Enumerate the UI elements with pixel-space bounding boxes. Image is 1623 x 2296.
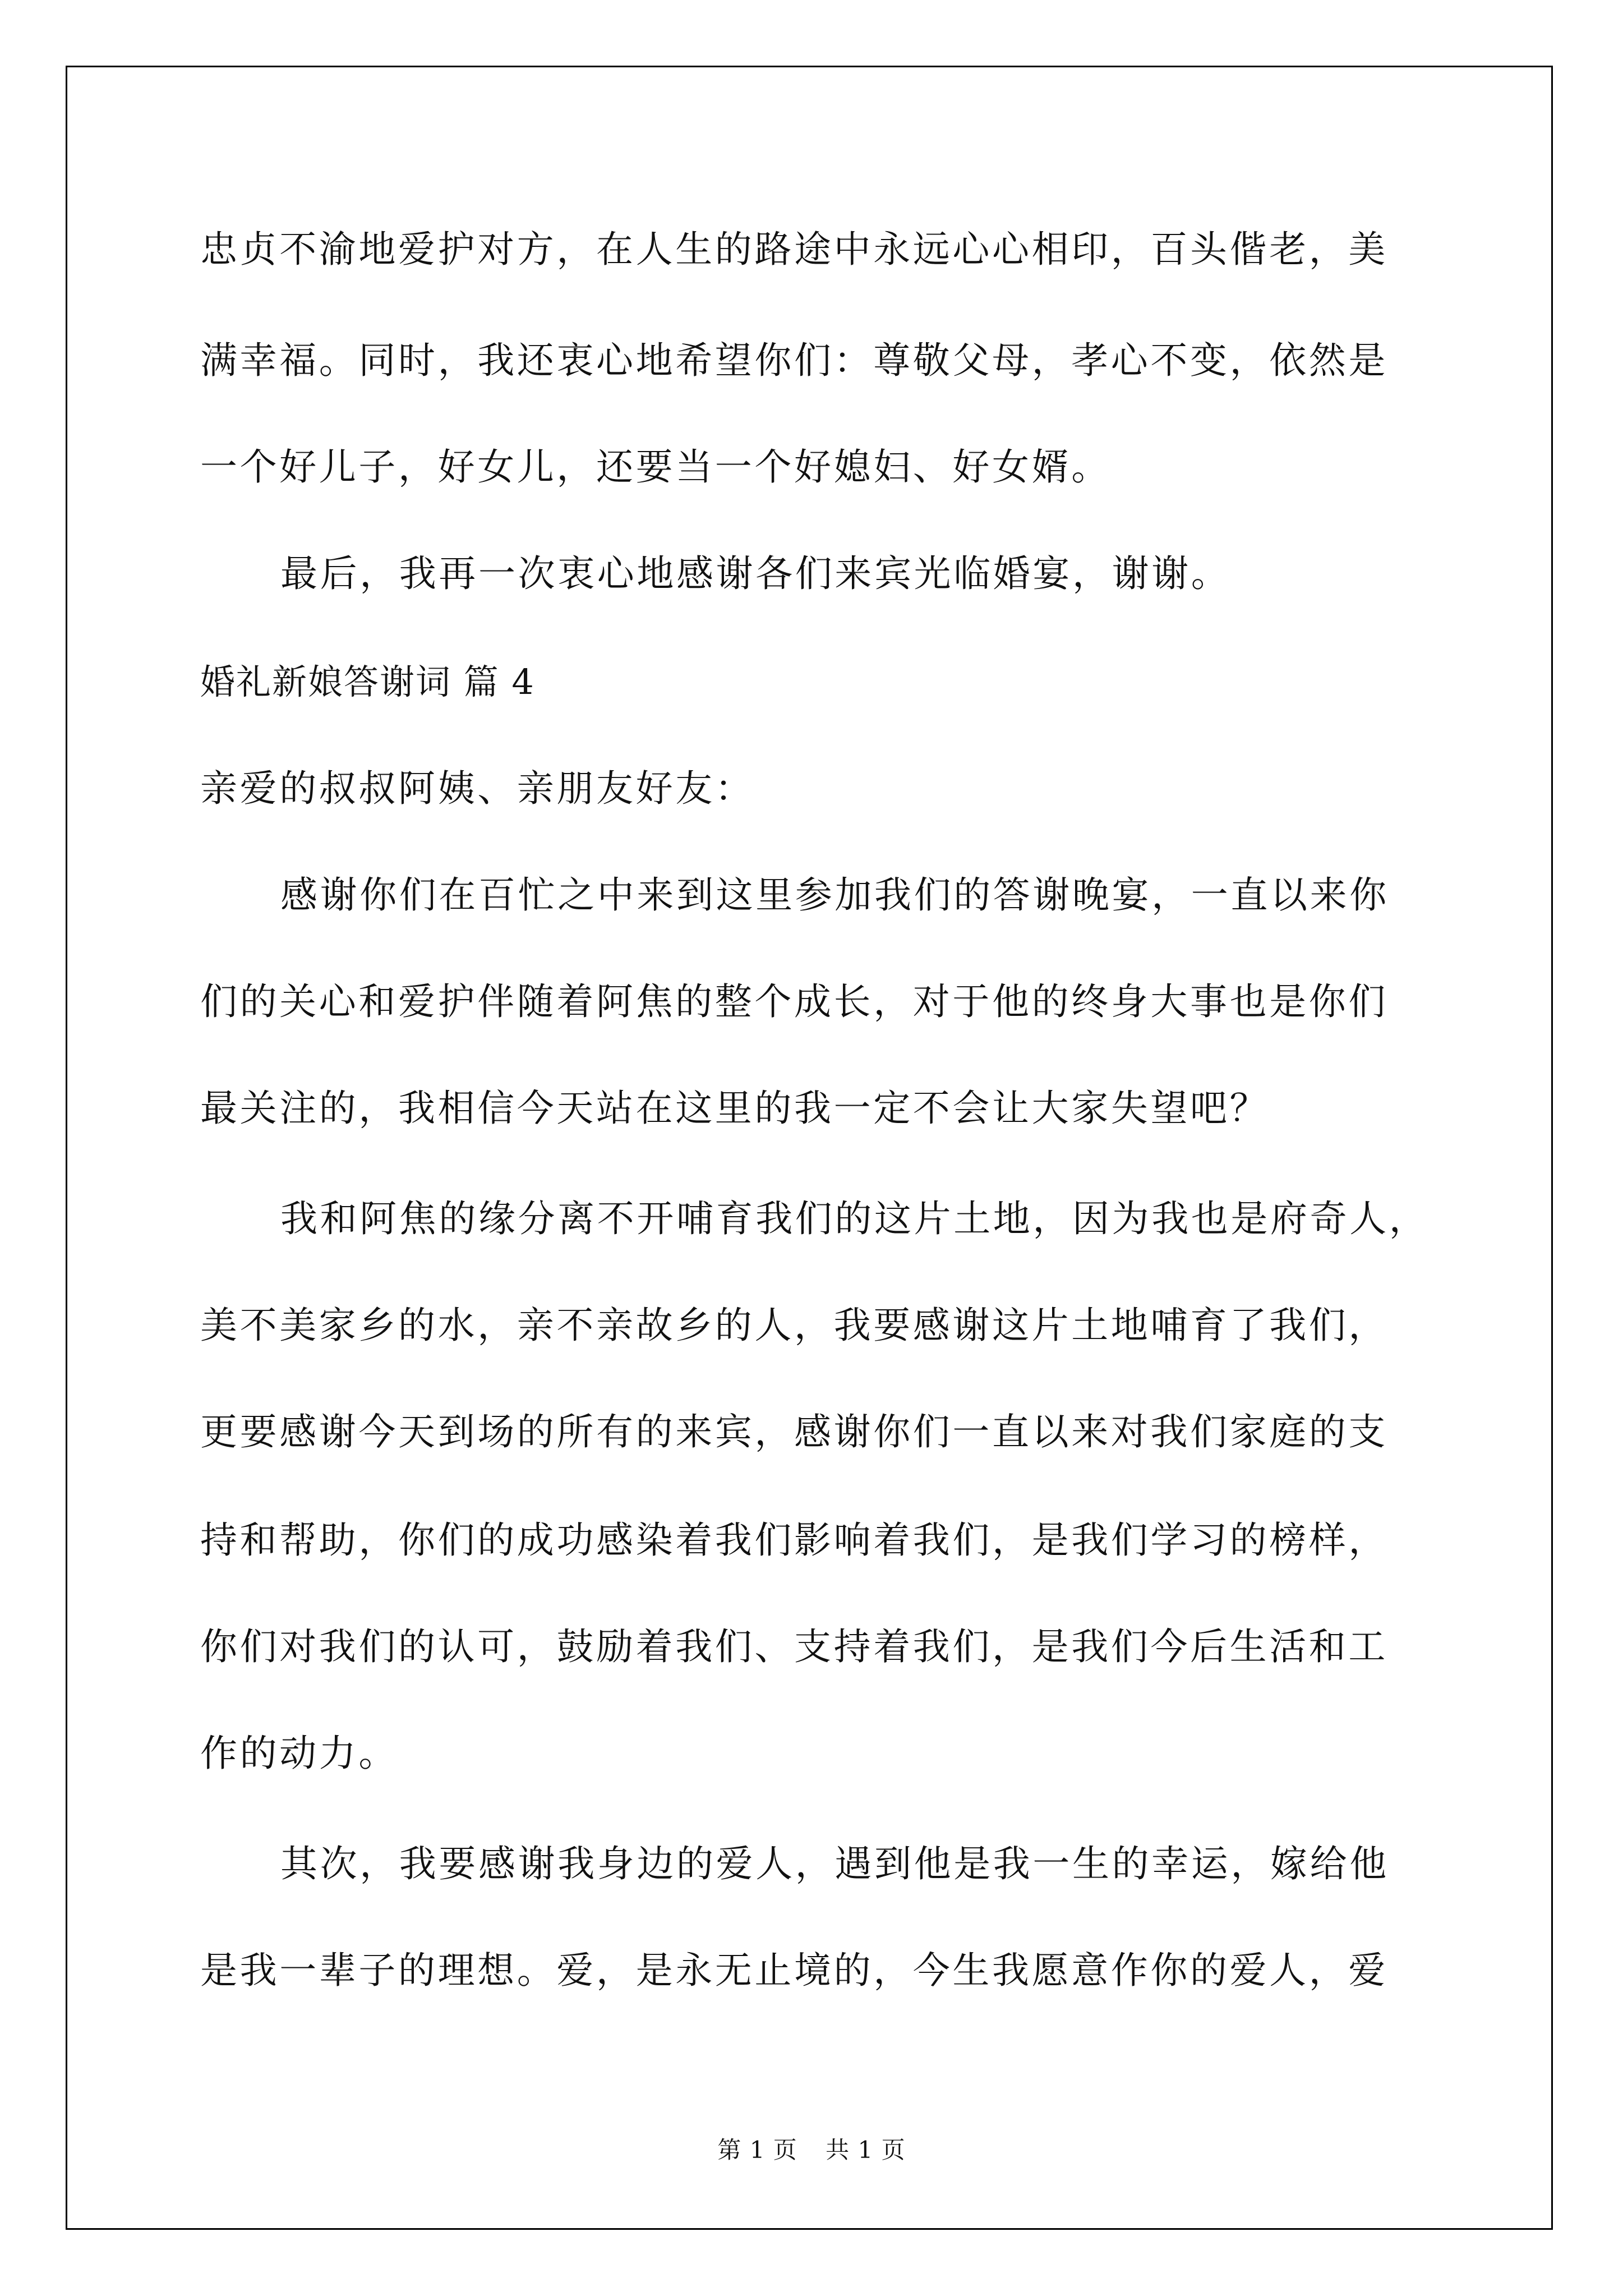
paragraph-line: 你们对我们的认可，鼓励着我们、支持着我们，是我们今后生活和工 <box>200 1625 1388 1668</box>
page-total: 共 1 页 <box>826 2136 906 2164</box>
paragraph-line: 一个好儿子，好女儿，还要当一个好媳妇、好女婿。 <box>200 445 1111 489</box>
paragraph-line: 感谢你们在百忙之中来到这里参加我们的答谢晚宴，一直以来你 <box>280 873 1389 917</box>
paragraph-line: 最关注的，我相信今天站在这里的我一定不会让大家失望吧？ <box>200 1087 1270 1130</box>
section-heading: 婚礼新娘答谢词 篇 4 <box>200 661 535 702</box>
paragraph-line: 其次，我要感谢我身边的爱人，遇到他是我一生的幸运，嫁给他 <box>280 1842 1389 1885</box>
paragraph-line: 忠贞不渝地爱护对方，在人生的路途中永远心心相印，百头偕老，美 <box>200 228 1388 271</box>
paragraph-line: 我和阿焦的缘分离不开哺育我们的这片土地，因为我也是府奇人， <box>280 1197 1429 1240</box>
page-number: 第 1 页 <box>717 2136 797 2164</box>
paragraph-line: 作的动力。 <box>200 1732 398 1775</box>
paragraph-line: 美不美家乡的水，亲不亲故乡的人，我要感谢这片土地哺育了我们， <box>200 1304 1388 1347</box>
paragraph-line: 持和帮助，你们的成功感染着我们影响着我们，是我们学习的榜样， <box>200 1519 1388 1562</box>
page-footer <box>0 2132 1623 2165</box>
salutation: 亲爱的叔叔阿姨、亲朋友好友： <box>200 767 755 810</box>
paragraph-line: 最后，我再一次衷心地感谢各们来宾光临婚宴，谢谢。 <box>280 552 1231 595</box>
paragraph-line: 是我一辈子的理想。爱，是永无止境的，今生我愿意作你的爱人，爱 <box>200 1949 1388 1992</box>
paragraph-line: 满幸福。同时，我还衷心地希望你们：尊敬父母，孝心不变，依然是 <box>200 339 1388 382</box>
paragraph-line: 更要感谢今天到场的所有的来宾，感谢你们一直以来对我们家庭的支 <box>200 1410 1388 1453</box>
paragraph-line: 们的关心和爱护伴随着阿焦的整个成长，对于他的终身大事也是你们 <box>200 980 1388 1023</box>
page-border <box>66 66 1553 2230</box>
